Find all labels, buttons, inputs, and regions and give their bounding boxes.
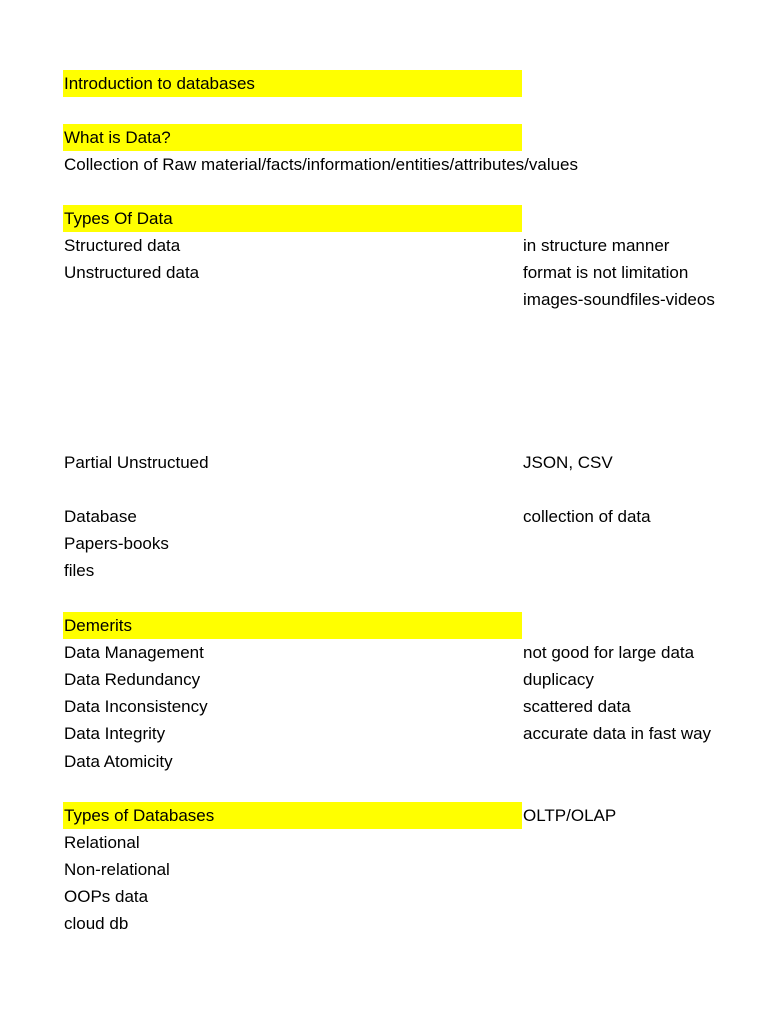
database-note: collection of data bbox=[523, 507, 651, 526]
types-of-databases-heading: Types of Databases bbox=[63, 802, 522, 829]
what-is-data-heading: What is Data? bbox=[63, 124, 522, 151]
demerit-note: duplicacy bbox=[523, 670, 594, 689]
database-type-item: Relational bbox=[64, 833, 140, 852]
unstructured-data-note-2: images-soundfiles-videos bbox=[523, 290, 715, 309]
types-of-data-heading: Types Of Data bbox=[63, 205, 522, 232]
intro-heading: Introduction to databases bbox=[63, 70, 522, 97]
structured-data-note: in structure manner bbox=[523, 236, 670, 255]
partial-unstructured-note: JSON, CSV bbox=[523, 453, 613, 472]
unstructured-data-term: Unstructured data bbox=[64, 263, 200, 282]
database-term: Database bbox=[64, 507, 137, 526]
partial-unstructured-term: Partial Unstructued bbox=[64, 453, 209, 472]
database-type-item: Non-relational bbox=[64, 860, 170, 879]
demerit-note: not good for large data bbox=[523, 643, 695, 662]
structured-data-term: Structured data bbox=[64, 236, 181, 255]
what-is-data-definition: Collection of Raw material/facts/information/entities/attributes/values bbox=[64, 155, 579, 174]
demerit-term: Data Management bbox=[64, 643, 204, 662]
database-type-item: OOPs data bbox=[64, 887, 149, 906]
demerit-term: Data Redundancy bbox=[64, 670, 201, 689]
database-type-item: cloud db bbox=[64, 914, 129, 933]
types-of-databases-note: OLTP/OLAP bbox=[523, 806, 617, 825]
demerits-heading: Demerits bbox=[63, 612, 522, 639]
storage-item: files bbox=[64, 561, 95, 580]
demerit-term: Data Atomicity bbox=[64, 752, 173, 771]
unstructured-data-note: format is not limitation bbox=[523, 263, 689, 282]
demerit-term: Data Integrity bbox=[64, 724, 166, 743]
demerit-note: accurate data in fast way bbox=[523, 724, 712, 743]
demerit-note: scattered data bbox=[523, 697, 631, 716]
storage-item: Papers-books bbox=[64, 534, 169, 553]
demerit-term: Data Inconsistency bbox=[64, 697, 208, 716]
